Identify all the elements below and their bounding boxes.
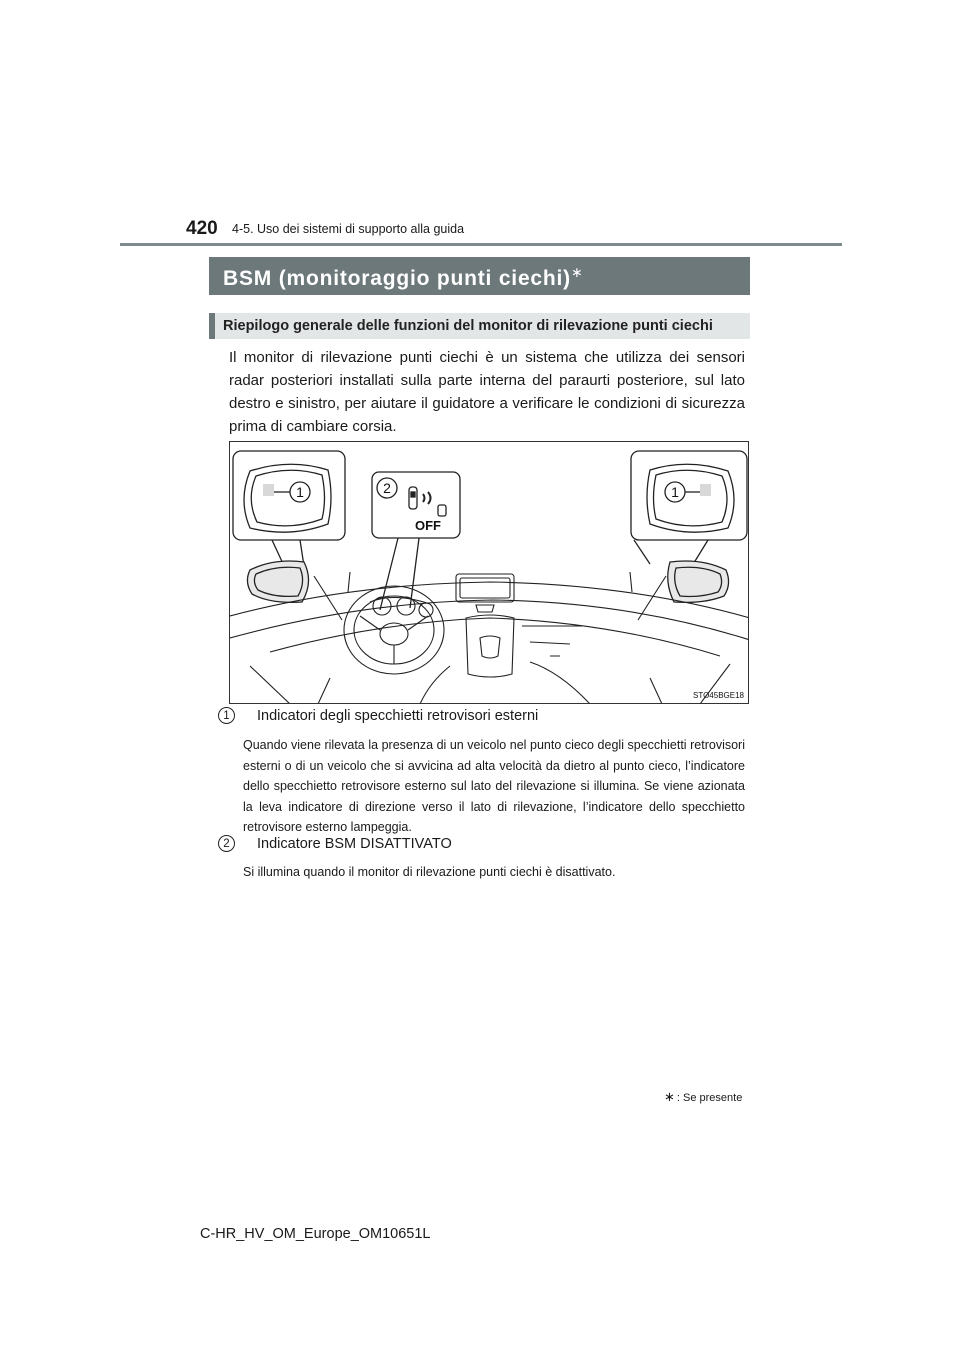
dashboard-figure <box>229 441 749 704</box>
mirror-indicator-icon <box>263 484 274 496</box>
option-asterisk: ∗ <box>570 264 584 280</box>
callout-1-right: 1 <box>671 484 679 500</box>
item-1-heading <box>218 707 538 724</box>
figure-code: STO45BGE18 <box>693 691 744 700</box>
item-1-body: Quando viene rilevata la presenza di un veicolo nel punto cieco degli specchietti retrovisori esterni o di un veicolo che si avvicina ad alta velocità da dietro al punto cieco, l’indicatore dello specchietto retrovisore esterno sul lato del rilevazione si illumina. Se viene azionata la leva indicatore di direzione verso il lato di rilevazione, l’indicatore dello specchietto retrovisore esterno lampeggia. <box>243 738 745 834</box>
footnote <box>664 1089 742 1105</box>
left-side-mirror <box>247 561 308 602</box>
callout-2: 2 <box>383 480 391 496</box>
subheading-accent <box>209 313 215 339</box>
header-rule <box>120 243 842 246</box>
section-title: BSM (monitoraggio punti ciechi)∗ <box>223 264 584 290</box>
mirror-indicator-icon <box>700 484 711 496</box>
right-side-mirror <box>668 561 729 602</box>
page-number: 420 <box>186 218 218 239</box>
footnote-asterisk: ∗ <box>664 1089 675 1104</box>
item-1-number: 1 <box>218 707 235 724</box>
item-2-heading <box>218 835 452 852</box>
document-id: C-HR_HV_OM_Europe_OM10651L <box>200 1226 431 1242</box>
item-2-title: Indicatore BSM DISATTIVATO <box>257 835 452 852</box>
section-title-bar <box>209 257 750 295</box>
right-mirror-callout <box>631 451 747 540</box>
chapter-title: 4-5. Uso dei sistemi di supporto alla guida <box>232 222 465 236</box>
item-2-number: 2 <box>218 835 235 852</box>
item-1-title: Indicatori degli specchietti retrovisori esterni <box>257 707 539 724</box>
intro-paragraph: Il monitor di rilevazione punti ciechi è un sistema che utilizza dei sensori radar posteriori installati sulla parte interna del paraurti posteriore, sul lato destro e sinistro, per aiutare il guidatore a verificare le condizioni di sicurezza prima di cambiare corsia. <box>229 349 745 435</box>
subheading-bar <box>209 313 750 339</box>
subheading: Riepilogo generale delle funzioni del monitor di rilevazione punti ciechi <box>223 318 713 334</box>
bsm-off-label: OFF <box>415 518 441 533</box>
item-2-body: Si illumina quando il monitor di rilevazione punti ciechi è disattivato. <box>243 865 616 879</box>
callout-1-left: 1 <box>296 484 304 500</box>
footnote-text: : Se presente <box>676 1092 743 1104</box>
left-mirror-callout <box>233 451 345 540</box>
